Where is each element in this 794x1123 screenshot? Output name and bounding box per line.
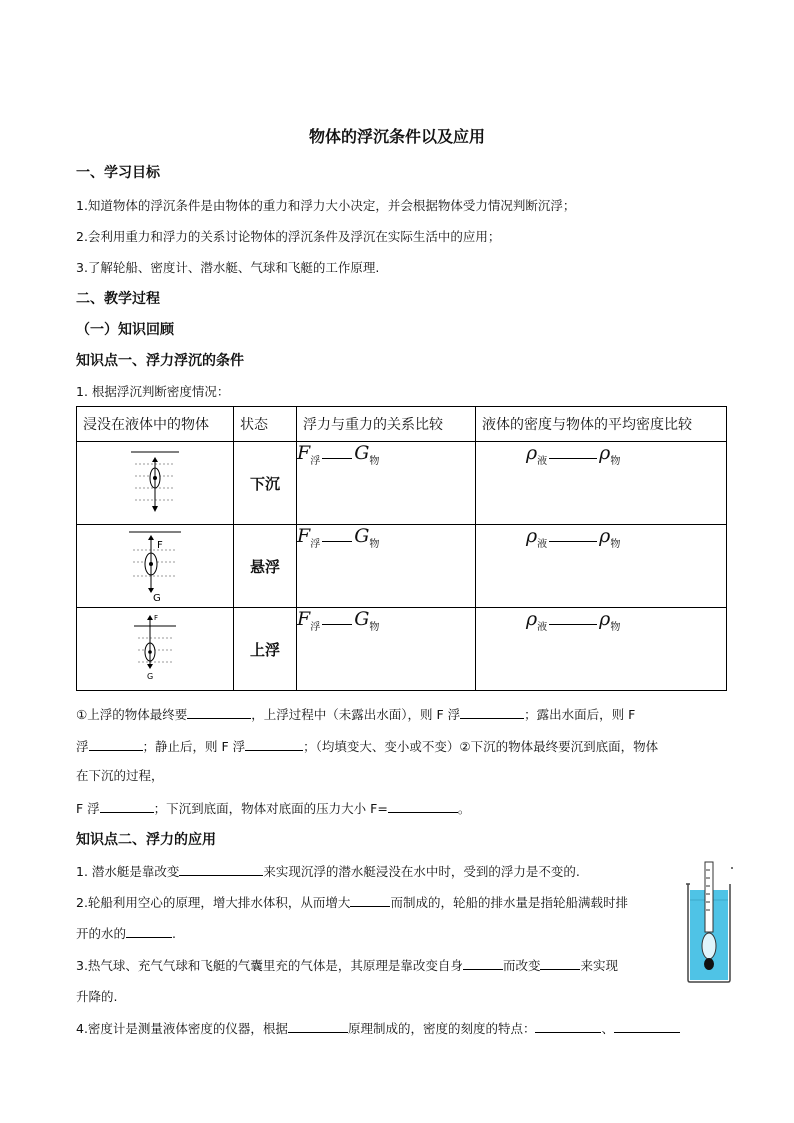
answer-blank[interactable] — [540, 968, 580, 970]
sinking-object-icon — [125, 446, 185, 516]
answer-blank[interactable] — [350, 905, 390, 907]
force-comparison-cell: $F_浮$ $G_物$ — [297, 525, 476, 608]
sinking-diagram — [77, 442, 234, 525]
rising-diagram — [77, 608, 234, 691]
answer-blank[interactable] — [463, 968, 503, 970]
hydrometer-beaker-icon — [682, 860, 738, 984]
table-header: 浸没在液体中的物体 — [77, 407, 234, 442]
subsection-heading-review: （一）知识回顾 — [76, 322, 174, 338]
force-comparison-cell: $F_浮$ $G_物$ — [297, 442, 476, 525]
answer-blank[interactable] — [179, 874, 263, 876]
section-heading-goals: 一、学习目标 — [76, 165, 160, 181]
answer-blank[interactable] — [549, 458, 597, 459]
answer-blank[interactable] — [322, 458, 352, 459]
table-header: 液体的密度与物体的平均密度比较 — [476, 407, 727, 442]
answer-blank[interactable] — [322, 624, 352, 625]
application-3: 3.热气球、充气气球和飞艇的气囊里充的气体是，其原理是靠改变自身 而改变 来实现 — [76, 958, 618, 973]
application-3-cont: 升降的. — [76, 989, 118, 1004]
table-header: 状态 — [234, 407, 297, 442]
goal-item-3: 3.了解轮船、密度计、潜水艇、气球和飞艇的工作原理. — [76, 260, 380, 275]
answer-blank[interactable] — [89, 749, 143, 751]
answer-blank[interactable] — [100, 811, 154, 813]
table-header: 浮力与重力的关系比较 — [297, 407, 476, 442]
goal-item-2: 2.会利用重力和浮力的关系讨论物体的浮沉条件及浮沉在实际生活中的应用； — [76, 229, 501, 244]
density-comparison-cell: $\rho_液$ $\rho_物$ — [476, 608, 727, 691]
table-row — [77, 442, 727, 525]
suspended-diagram — [77, 525, 234, 608]
density-comparison-cell: $\rho_液$ $\rho_物$ — [476, 442, 727, 525]
answer-blank[interactable] — [549, 541, 597, 542]
answer-blank[interactable] — [187, 717, 251, 719]
section-heading-process: 二、教学过程 — [76, 291, 160, 307]
answer-blank[interactable] — [388, 811, 458, 813]
answer-blank[interactable] — [322, 541, 352, 542]
knowledge-point-2-title: 知识点二、浮力的应用 — [76, 832, 216, 848]
force-comparison-cell: $F_浮$ $G_物$ — [297, 608, 476, 691]
table-row — [77, 525, 727, 608]
rising-object-icon — [130, 612, 180, 682]
table-row — [77, 608, 727, 691]
answer-blank[interactable] — [535, 1031, 601, 1033]
state-cell: 下沉 — [234, 442, 297, 525]
answer-blank[interactable] — [245, 749, 303, 751]
answer-blank[interactable] — [549, 624, 597, 625]
state-cell: 悬浮 — [234, 525, 297, 608]
answer-blank[interactable] — [460, 717, 524, 719]
density-comparison-cell: $\rho_液$ $\rho_物$ — [476, 525, 727, 608]
page-title: 物体的浮沉条件以及应用 — [308, 127, 485, 146]
suspended-object-icon — [125, 526, 185, 602]
application-4: 4.密度计是测量液体密度的仪器，根据 原理制成的，密度的刻度的特点： 、 — [76, 1019, 680, 1037]
paragraph-sink: F 浮 ；下沉到底面，物体对底面的压力大小 F= 。 — [76, 801, 471, 816]
answer-blank[interactable] — [288, 1031, 348, 1033]
application-2-cont: 开的水的 . — [76, 926, 176, 941]
svg-text:F: F — [154, 614, 159, 622]
svg-text:G: G — [153, 593, 161, 602]
goal-item-1: 1.知道物体的浮沉条件是由物体的重力和浮力大小决定，并会根据物体受力情况判断沉浮； — [76, 198, 576, 213]
knowledge-point-1-title: 知识点一、浮力浮沉的条件 — [76, 353, 244, 369]
buoyancy-table — [76, 406, 727, 691]
application-2: 2.轮船利用空心的原理，增大排水体积，从而增大 而制成的，轮船的排水量是指轮船满载时排 — [76, 895, 628, 910]
svg-text:F: F — [157, 540, 163, 551]
answer-blank[interactable] — [614, 1031, 680, 1033]
state-cell: 上浮 — [234, 608, 297, 691]
paragraph-float-3: 在下沉的过程， — [76, 768, 164, 783]
svg-text:G: G — [147, 672, 154, 681]
paragraph-float-2: 浮 ；静止后，则 F 浮 ；（均填变大、变小或不变）②下沉的物体最终要沉到底面，物体 — [76, 739, 659, 754]
question-1: 1. 根据浮沉判断密度情况： — [76, 384, 230, 399]
application-1: 1. 潜水艇是靠改变 来实现沉浮的潜水艇浸没在水中时，受到的浮力是不变的. — [76, 864, 580, 879]
answer-blank[interactable] — [126, 936, 172, 938]
paragraph-float: ①上浮的物体最终要 ，上浮过程中（未露出水面），则 F 浮 ；露出水面后，则 F — [76, 707, 636, 722]
